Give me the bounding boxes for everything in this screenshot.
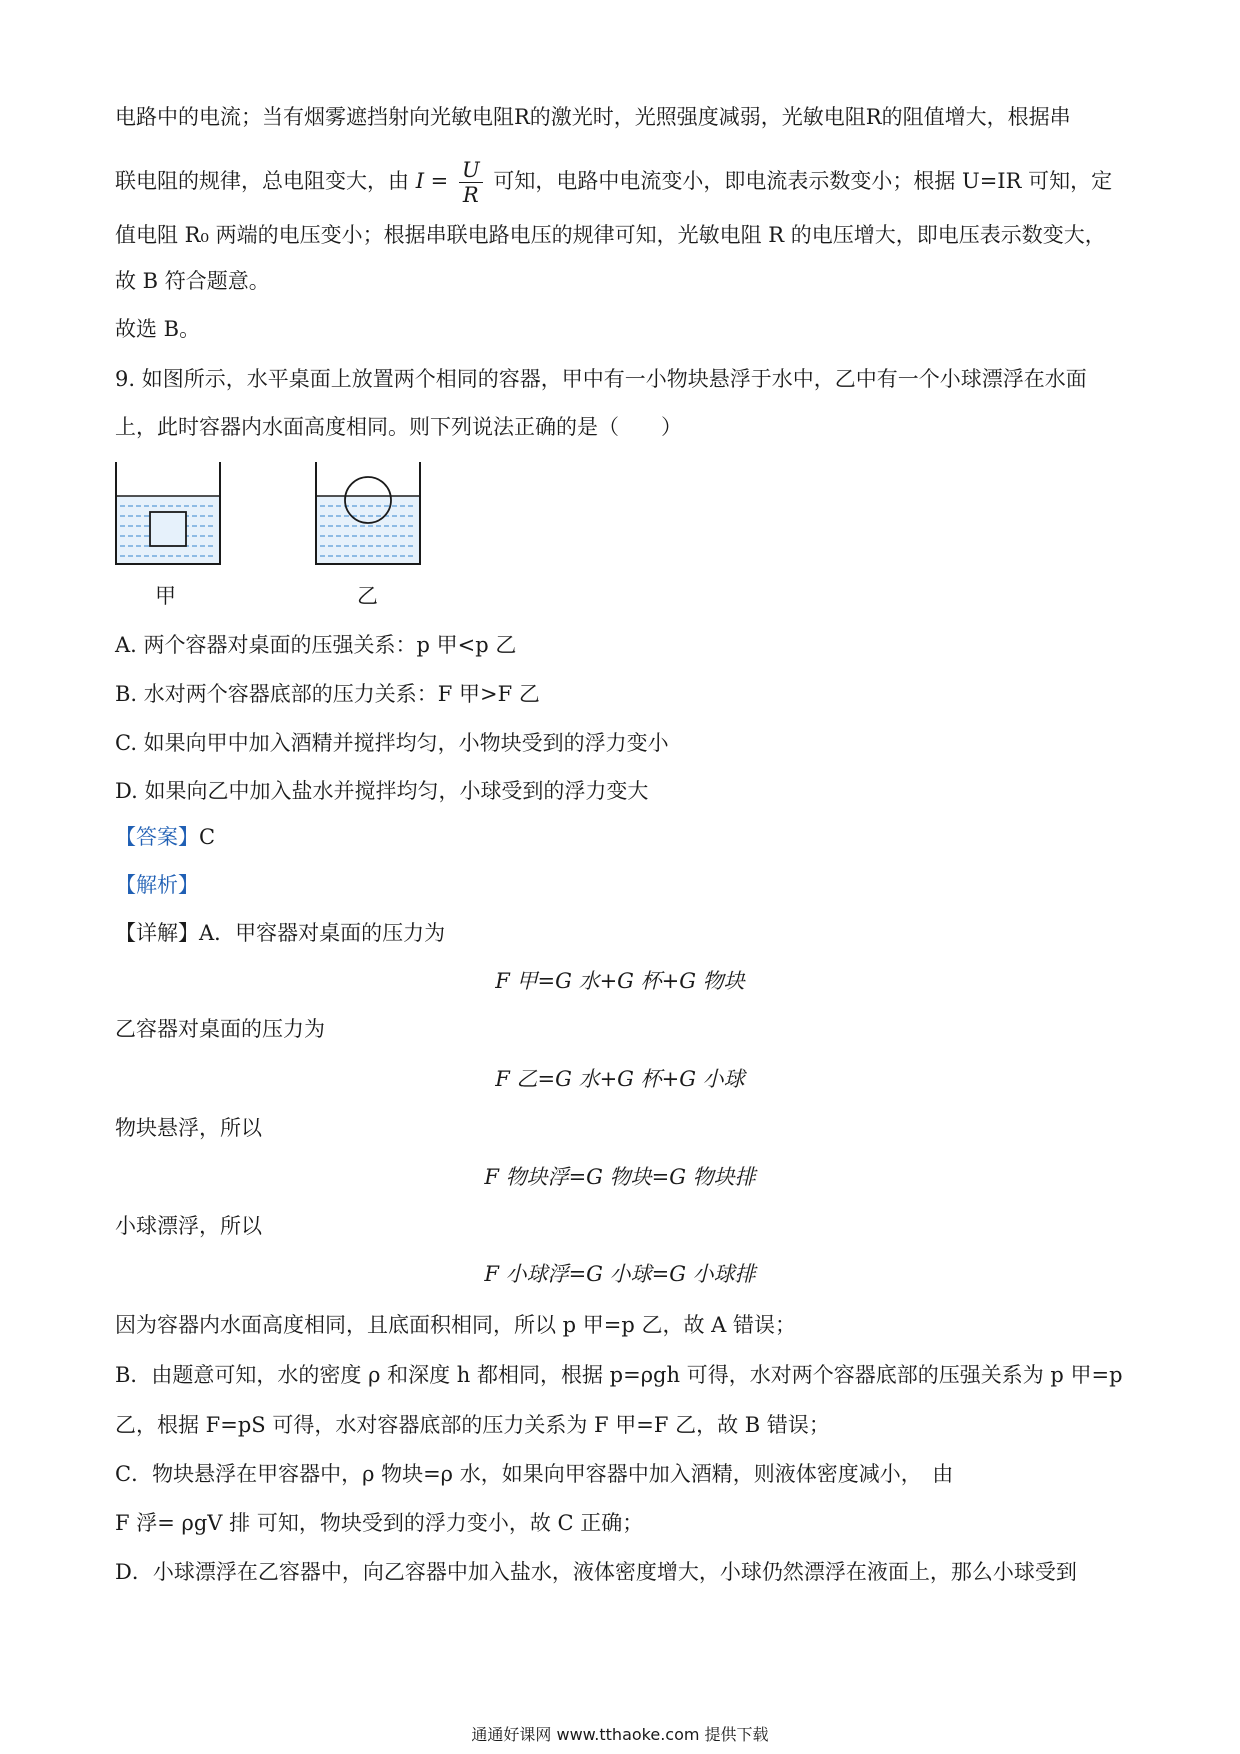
detail-line-4: 小球漂浮，所以 (115, 1214, 262, 1238)
detail-line-6: B．由题意可知，水的密度 ρ 和深度 h 都相同，根据 p=ρgh 可得，水对两个容器底部的压强关系为 p 甲=p (115, 1363, 1123, 1387)
analysis-label: 【解析】 (115, 873, 199, 897)
detail-line-5: 因为容器内水面高度相同，且底面积相同，所以 p 甲=p 乙，故 A 错误； (115, 1313, 797, 1337)
intro-line-2a: 联电阻的规律，总电阻变大，由 (115, 169, 409, 193)
detail-line-10: D．小球漂浮在乙容器中，向乙容器中加入盐水，液体密度增大，小球仍然漂浮在液面上，那么小球受到 (115, 1560, 1077, 1584)
question-line-1: 9. 如图所示，水平桌面上放置两个相同的容器，甲中有一小物块悬浮于水中，乙中有一个小球漂浮在水面 (115, 367, 1087, 391)
option-b: B. 水对两个容器底部的压力关系：F 甲>F 乙 (115, 682, 540, 706)
detail-line-9: F 浮= ρgV 排 可知，物块受到的浮力变小，故 C 正确； (115, 1511, 644, 1535)
floating-block (150, 512, 186, 546)
fraction-numerator: U (459, 158, 483, 183)
current-symbol: I = (415, 169, 449, 193)
equation-3: F 物块浮=G 物块=G 物块排 (484, 1165, 756, 1189)
equation-2: F 乙=G 水+G 杯+G 小球 (495, 1067, 745, 1091)
answer-label: 【答案】 (115, 825, 199, 849)
equation-4: F 小球浮=G 小球=G 小球排 (484, 1262, 756, 1286)
intro-line-4: 故 B 符合题意。 (115, 269, 270, 293)
intro-line-2 (115, 158, 1130, 207)
fraction-denominator: R (462, 183, 479, 207)
page-footer: 通通好课网 www.tthaoke.com 提供下载 (471, 1725, 769, 1744)
detail-line-3: 物块悬浮，所以 (115, 1116, 262, 1140)
intro-line-5: 故选 B。 (115, 317, 201, 341)
ohm-fraction (459, 158, 483, 207)
containers-figure (112, 460, 432, 580)
detail-line-2: 乙容器对桌面的压力为 (115, 1017, 325, 1041)
detail-line-1: 【详解】A．甲容器对桌面的压力为 (115, 921, 446, 945)
detail-line-8: C．物块悬浮在甲容器中，ρ 物块=ρ 水，如果向甲容器中加入酒精，则液体密度减小， 由 (115, 1462, 954, 1486)
intro-line-1: 电路中的电流；当有烟雾遮挡射向光敏电阻R的激光时，光照强度减弱，光敏电阻R的阻值增大，根据串 (115, 105, 1071, 129)
question-line-2: 上，此时容器内水面高度相同。则下列说法正确的是（ ） (115, 415, 682, 439)
answer-line (115, 822, 1130, 852)
figure-label-jia: 甲 (155, 584, 176, 608)
equation-1: F 甲=G 水+G 杯+G 物块 (495, 969, 745, 993)
answer-value: C (199, 825, 216, 849)
container-yi (316, 462, 420, 564)
container-jia (116, 462, 220, 564)
intro-line-3: 值电阻 R₀ 两端的电压变小；根据串联电路电压的规律可知，光敏电阻 R 的电压增大，即电压表示数变大， (115, 223, 1106, 247)
option-d: D. 如果向乙中加入盐水并搅拌均匀，小球受到的浮力变大 (115, 779, 649, 803)
option-c: C. 如果向甲中加入酒精并搅拌均匀，小物块受到的浮力变小 (115, 731, 669, 755)
option-a: A. 两个容器对桌面的压强关系：p 甲<p 乙 (115, 633, 517, 657)
detail-line-7: 乙，根据 F=pS 可得，水对容器底部的压力关系为 F 甲=F 乙，故 B 错误； (115, 1413, 830, 1437)
figure-label-yi: 乙 (357, 584, 378, 608)
intro-line-2b: 可知，电路中电流变小，即电流表示数变小；根据 U=IR 可知，定 (493, 169, 1113, 193)
